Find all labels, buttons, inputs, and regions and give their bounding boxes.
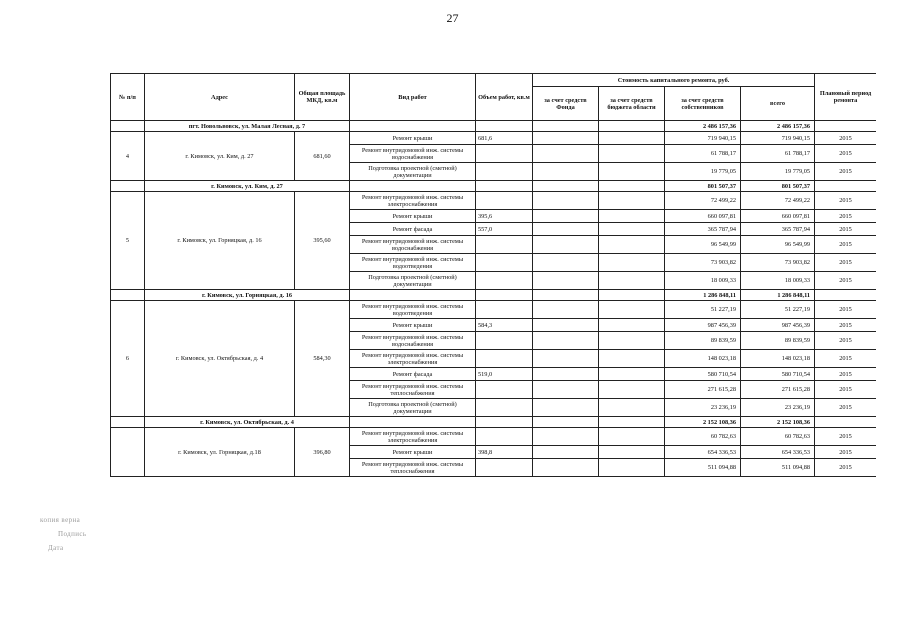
work-volume [476,350,533,368]
region-budget-cell [599,399,665,417]
empty-cell [111,417,145,428]
owners-cost: 61 788,17 [665,145,741,163]
total-cost: 987 456,39 [741,319,815,332]
work-row [111,301,877,319]
row-number [111,428,145,477]
row-area: 396,80 [295,428,350,477]
owners-cost: 18 009,33 [665,272,741,290]
work-type: Ремонт крыши [350,210,476,223]
table-body [111,121,877,477]
fund-cell [533,368,599,381]
fund-cell [533,446,599,459]
subtotal-owners: 801 507,37 [665,181,741,192]
row-area: 584,30 [295,301,350,417]
work-type: Ремонт внутридомовой инж. системы водоснабжения [350,332,476,350]
work-volume [476,163,533,181]
fund-cell [533,301,599,319]
owners-cost: 96 549,99 [665,236,741,254]
work-type: Ремонт внутридомовой инж. системы электроснабжения [350,192,476,210]
work-type: Подготовка проектной (сметной) документации [350,272,476,290]
work-volume [476,145,533,163]
owners-cost: 23 236,19 [665,399,741,417]
row-address: г. Кимовск, ул. Горняцкая, д.18 [145,428,295,477]
owners-cost: 51 227,19 [665,301,741,319]
owners-cost: 987 456,39 [665,319,741,332]
subtotal-total: 2 486 157,36 [741,121,815,132]
empty-cell [111,121,145,132]
work-volume: 398,8 [476,446,533,459]
region-budget-cell [599,446,665,459]
work-type: Ремонт фасада [350,368,476,381]
repair-period: 2015 [815,163,876,181]
owners-cost: 511 094,88 [665,459,741,477]
row-address: г. Кимовск, ул. Октябрьская, д. 4 [145,301,295,417]
total-cost: 271 615,28 [741,381,815,399]
row-area: 681,60 [295,132,350,181]
total-cost: 511 094,88 [741,459,815,477]
total-cost: 580 710,54 [741,368,815,381]
work-volume [476,301,533,319]
repair-period: 2015 [815,132,876,145]
repair-period: 2015 [815,236,876,254]
fund-cell [533,399,599,417]
empty-cell [476,121,533,132]
region-budget-cell [599,368,665,381]
row-number: 6 [111,301,145,417]
header-volume: Объем работ, кв.м [476,74,533,121]
repair-period: 2015 [815,446,876,459]
subtotal-total: 2 152 108,36 [741,417,815,428]
row-address: г. Кимовск, ул. Ким, д. 27 [145,132,295,181]
work-volume [476,254,533,272]
region-budget-cell [599,223,665,236]
subtotal-total: 801 507,37 [741,181,815,192]
fund-cell [533,236,599,254]
empty-cell [476,290,533,301]
work-type: Ремонт внутридомовой инж. системы теплоснабжения [350,381,476,399]
fund-cell [533,350,599,368]
empty-cell [599,121,665,132]
empty-cell [350,181,476,192]
empty-cell [533,290,599,301]
work-volume: 557,0 [476,223,533,236]
empty-cell [111,290,145,301]
work-type: Ремонт фасада [350,223,476,236]
row-number: 4 [111,132,145,181]
total-cost: 72 499,22 [741,192,815,210]
row-number: 5 [111,192,145,290]
empty-cell [599,181,665,192]
work-row [111,132,877,145]
subtotal-row [111,121,877,132]
work-row [111,428,877,446]
subtotal-owners: 1 286 848,11 [665,290,741,301]
fund-cell [533,254,599,272]
work-volume: 519,0 [476,368,533,381]
work-volume [476,459,533,477]
work-volume [476,236,533,254]
work-type: Ремонт внутридомовой инж. системы водоотведения [350,254,476,272]
fund-cell [533,210,599,223]
total-cost: 660 097,81 [741,210,815,223]
owners-cost: 719 940,15 [665,132,741,145]
fund-cell [533,145,599,163]
empty-cell [599,417,665,428]
header-region-budget: за счет средств бюджета области [599,87,665,121]
owners-cost: 148 023,18 [665,350,741,368]
region-budget-cell [599,301,665,319]
work-type: Ремонт внутридомовой инж. системы водоснабжения [350,145,476,163]
work-volume [476,192,533,210]
region-budget-cell [599,350,665,368]
fund-cell [533,381,599,399]
total-cost: 365 787,94 [741,223,815,236]
fund-cell [533,192,599,210]
stamp-line: Подпись [58,530,87,538]
region-budget-cell [599,332,665,350]
fund-cell [533,163,599,181]
repair-period: 2015 [815,381,876,399]
repair-period: 2015 [815,223,876,236]
table-header [111,74,877,121]
work-type: Ремонт крыши [350,446,476,459]
fund-cell [533,132,599,145]
repair-period: 2015 [815,272,876,290]
repair-period: 2015 [815,254,876,272]
empty-cell [350,121,476,132]
owners-cost: 60 782,63 [665,428,741,446]
work-volume [476,399,533,417]
header-owners: за счет средств собственников [665,87,741,121]
empty-cell [815,181,876,192]
owners-cost: 19 779,05 [665,163,741,181]
empty-cell [815,121,876,132]
empty-cell [815,417,876,428]
header-total: всего [741,87,815,121]
work-volume [476,381,533,399]
work-volume [476,272,533,290]
total-cost: 719 940,15 [741,132,815,145]
work-type: Ремонт крыши [350,132,476,145]
fund-cell [533,319,599,332]
total-cost: 19 779,05 [741,163,815,181]
repair-plan-table-container [110,73,876,573]
repair-period: 2015 [815,350,876,368]
fund-cell [533,459,599,477]
region-budget-cell [599,192,665,210]
total-cost: 96 549,99 [741,236,815,254]
subtotal-row [111,417,877,428]
empty-cell [533,417,599,428]
empty-cell [476,181,533,192]
subtotal-total: 1 286 848,11 [741,290,815,301]
work-row [111,192,877,210]
owners-cost: 365 787,94 [665,223,741,236]
work-type: Ремонт внутридомовой инж. системы теплоснабжения [350,459,476,477]
empty-cell [533,181,599,192]
empty-cell [111,181,145,192]
fund-cell [533,223,599,236]
fund-cell [533,428,599,446]
region-budget-cell [599,319,665,332]
stamp-line: Дата [48,544,64,552]
work-volume [476,332,533,350]
repair-period: 2015 [815,210,876,223]
subtotal-row [111,181,877,192]
subtotal-address: г. Кимовск, ул. Ким, д. 27 [145,181,350,192]
region-budget-cell [599,236,665,254]
repair-period: 2015 [815,332,876,350]
work-type: Ремонт внутридомовой инж. системы электроснабжения [350,350,476,368]
repair-period: 2015 [815,301,876,319]
work-type: Ремонт крыши [350,319,476,332]
repair-period: 2015 [815,399,876,417]
repair-period: 2015 [815,192,876,210]
work-volume: 584,3 [476,319,533,332]
work-type: Ремонт внутридомовой инж. системы водоотведения [350,301,476,319]
owners-cost: 654 336,53 [665,446,741,459]
header-fund: за счет средств Фонда [533,87,599,121]
subtotal-row [111,290,877,301]
region-budget-cell [599,163,665,181]
region-budget-cell [599,428,665,446]
total-cost: 148 023,18 [741,350,815,368]
empty-cell [815,290,876,301]
repair-period: 2015 [815,459,876,477]
total-cost: 61 788,17 [741,145,815,163]
fund-cell [533,332,599,350]
subtotal-owners: 2 152 108,36 [665,417,741,428]
owners-cost: 73 903,82 [665,254,741,272]
row-address: г. Кимовск, ул. Горняцкая, д. 16 [145,192,295,290]
header-cost-group: Стоимость капитального ремонта, руб. [533,74,815,87]
fund-cell [533,272,599,290]
owners-cost: 271 615,28 [665,381,741,399]
empty-cell [599,290,665,301]
header-period: Плановый период ремонта [815,74,876,121]
total-cost: 51 227,19 [741,301,815,319]
subtotal-address: г. Кимовск, ул. Горняцкая, д. 16 [145,290,350,301]
owners-cost: 660 097,81 [665,210,741,223]
total-cost: 654 336,53 [741,446,815,459]
region-budget-cell [599,210,665,223]
subtotal-address: г. Кимовск, ул. Октябрьская, д. 4 [145,417,350,428]
total-cost: 73 903,82 [741,254,815,272]
work-volume: 681,6 [476,132,533,145]
work-type: Ремонт внутридомовой инж. системы электроснабжения [350,428,476,446]
work-type: Ремонт внутридомовой инж. системы водоснабжения [350,236,476,254]
repair-period: 2015 [815,145,876,163]
work-volume: 395,6 [476,210,533,223]
empty-cell [533,121,599,132]
owners-cost: 72 499,22 [665,192,741,210]
page-number: 27 [446,11,459,25]
owners-cost: 89 839,59 [665,332,741,350]
work-type: Подготовка проектной (сметной) документации [350,399,476,417]
stamp-line: копия верна [40,516,81,524]
subtotal-address: пгт. Новольвовск, ул. Малая Лесная, д. 7 [145,121,350,132]
total-cost: 18 009,33 [741,272,815,290]
empty-cell [476,417,533,428]
repair-period: 2015 [815,428,876,446]
work-type: Подготовка проектной (сметной) документации [350,163,476,181]
subtotal-owners: 2 486 157,36 [665,121,741,132]
header-address: Адрес [145,74,295,121]
total-cost: 60 782,63 [741,428,815,446]
repair-period: 2015 [815,319,876,332]
region-budget-cell [599,381,665,399]
owners-cost: 580 710,54 [665,368,741,381]
region-budget-cell [599,145,665,163]
header-area: Общая площадь МКД, кв.м [295,74,350,121]
work-volume [476,428,533,446]
header-work-type: Вид работ [350,74,476,121]
region-budget-cell [599,132,665,145]
empty-cell [350,290,476,301]
region-budget-cell [599,459,665,477]
row-area: 395,60 [295,192,350,290]
region-budget-cell [599,254,665,272]
region-budget-cell [599,272,665,290]
total-cost: 89 839,59 [741,332,815,350]
repair-period: 2015 [815,368,876,381]
certification-stamp [40,512,200,572]
header-num: № п/п [111,74,145,121]
repair-plan-table [110,73,876,477]
empty-cell [350,417,476,428]
total-cost: 23 236,19 [741,399,815,417]
